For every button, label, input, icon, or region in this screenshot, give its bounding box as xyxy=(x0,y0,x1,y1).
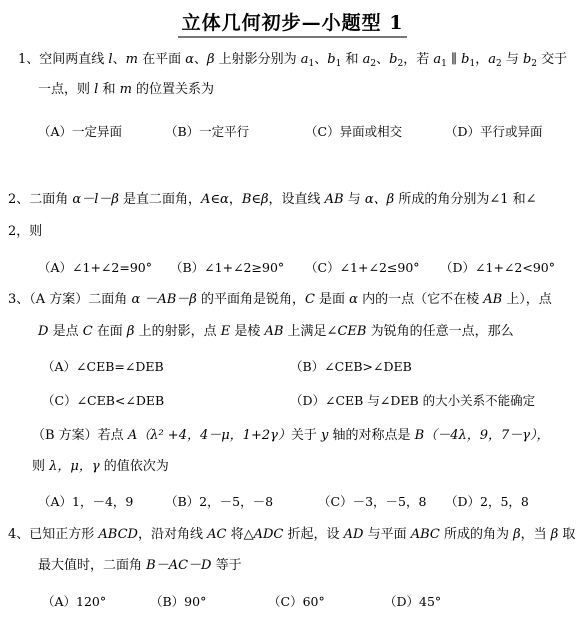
q2-option-d: （D）∠1+∠2<90° xyxy=(440,260,555,275)
q1-option-d: （D）平行或异面 xyxy=(445,124,543,139)
q3-option-d: （D）∠CEB 与∠DEB 的大小关系不能确定 xyxy=(290,393,536,408)
q4-line2: 最大值时，二面角 B－AC－D 等于 xyxy=(38,558,242,573)
q1-option-c: （C）异面或相交 xyxy=(305,124,403,139)
q1-option-a: （A）一定异面 xyxy=(38,124,123,139)
q3-planb-option-b: （B）2，－5，－8 xyxy=(165,494,274,509)
q3-line2: D 是点 C 在面 β 上的射影，点 E 是棱 AB 上满足∠CEB 为锐角的任意一点，那么 xyxy=(38,324,514,339)
q4-line1: 4、已知正方形 ABCD，沿对角线 AC 将△ADC 折起，设 AD 与平面 ABC 所成的角为 β，当 β 取 xyxy=(8,527,576,542)
q2-option-c: （C）∠1+∠2≤90° xyxy=(305,260,420,275)
q2-option-a: （A）∠1+∠2=90° xyxy=(38,260,152,275)
q3-option-b: （B）∠CEB>∠DEB xyxy=(290,359,412,374)
q3-option-a: （A）∠CEB=∠DEB xyxy=(42,359,164,374)
q3-option-c: （C）∠CEB<∠DEB xyxy=(42,393,165,408)
q4-option-d: （D）45° xyxy=(384,594,442,609)
q2-line2: 2，则 xyxy=(8,224,43,239)
q1-line2: 一点，则 l 和 m 的位置关系为 xyxy=(38,82,215,97)
q3-planb-option-a: （A）1，－4，9 xyxy=(38,494,134,509)
q3-planb-line1: （B 方案）若点 A（λ² +4，4－μ，1+2γ）关于 y 轴的对称点是 B（－4λ，9，7－γ）， xyxy=(32,428,550,443)
q4-option-b: （B）90° xyxy=(150,594,207,609)
q3-line1: 3、（A 方案）二面角 α －AB－β 的平面角是锐角，C 是面 α 内的一点（它不在棱 AB 上），点 xyxy=(8,292,552,307)
q1-option-b: （B）一定平行 xyxy=(165,124,250,139)
q2-option-b: （B）∠1+∠2≥90° xyxy=(170,260,285,275)
q2-line1: 2、二面角 α－l－β 是直二面角，A∈α，B∈β，设直线 AB 与 α、β 所成的角分别为∠1 和∠ xyxy=(8,192,537,207)
q3-planb-line2: 则 λ，μ，γ 的值依次为 xyxy=(32,459,169,474)
q3-planb-option-d: （D）2，5，8 xyxy=(445,494,529,509)
q4-option-a: （A）120° xyxy=(42,594,107,609)
page-title: 立体几何初步—小题型 1 xyxy=(0,8,585,35)
q3-planb-option-c: （C）－3，－5，8 xyxy=(318,494,427,509)
q1-line1: 1、空间两直线 l、m 在平面 α、β 上射影分别为 $a_1$、$b_1$ 和 $a_2$、$b_2$，若 $a_1$ ∥ $b_1$，$a_2$ 与 $b_2$ 交于 xyxy=(18,52,568,69)
q4-option-c: （C）60° xyxy=(268,594,325,609)
